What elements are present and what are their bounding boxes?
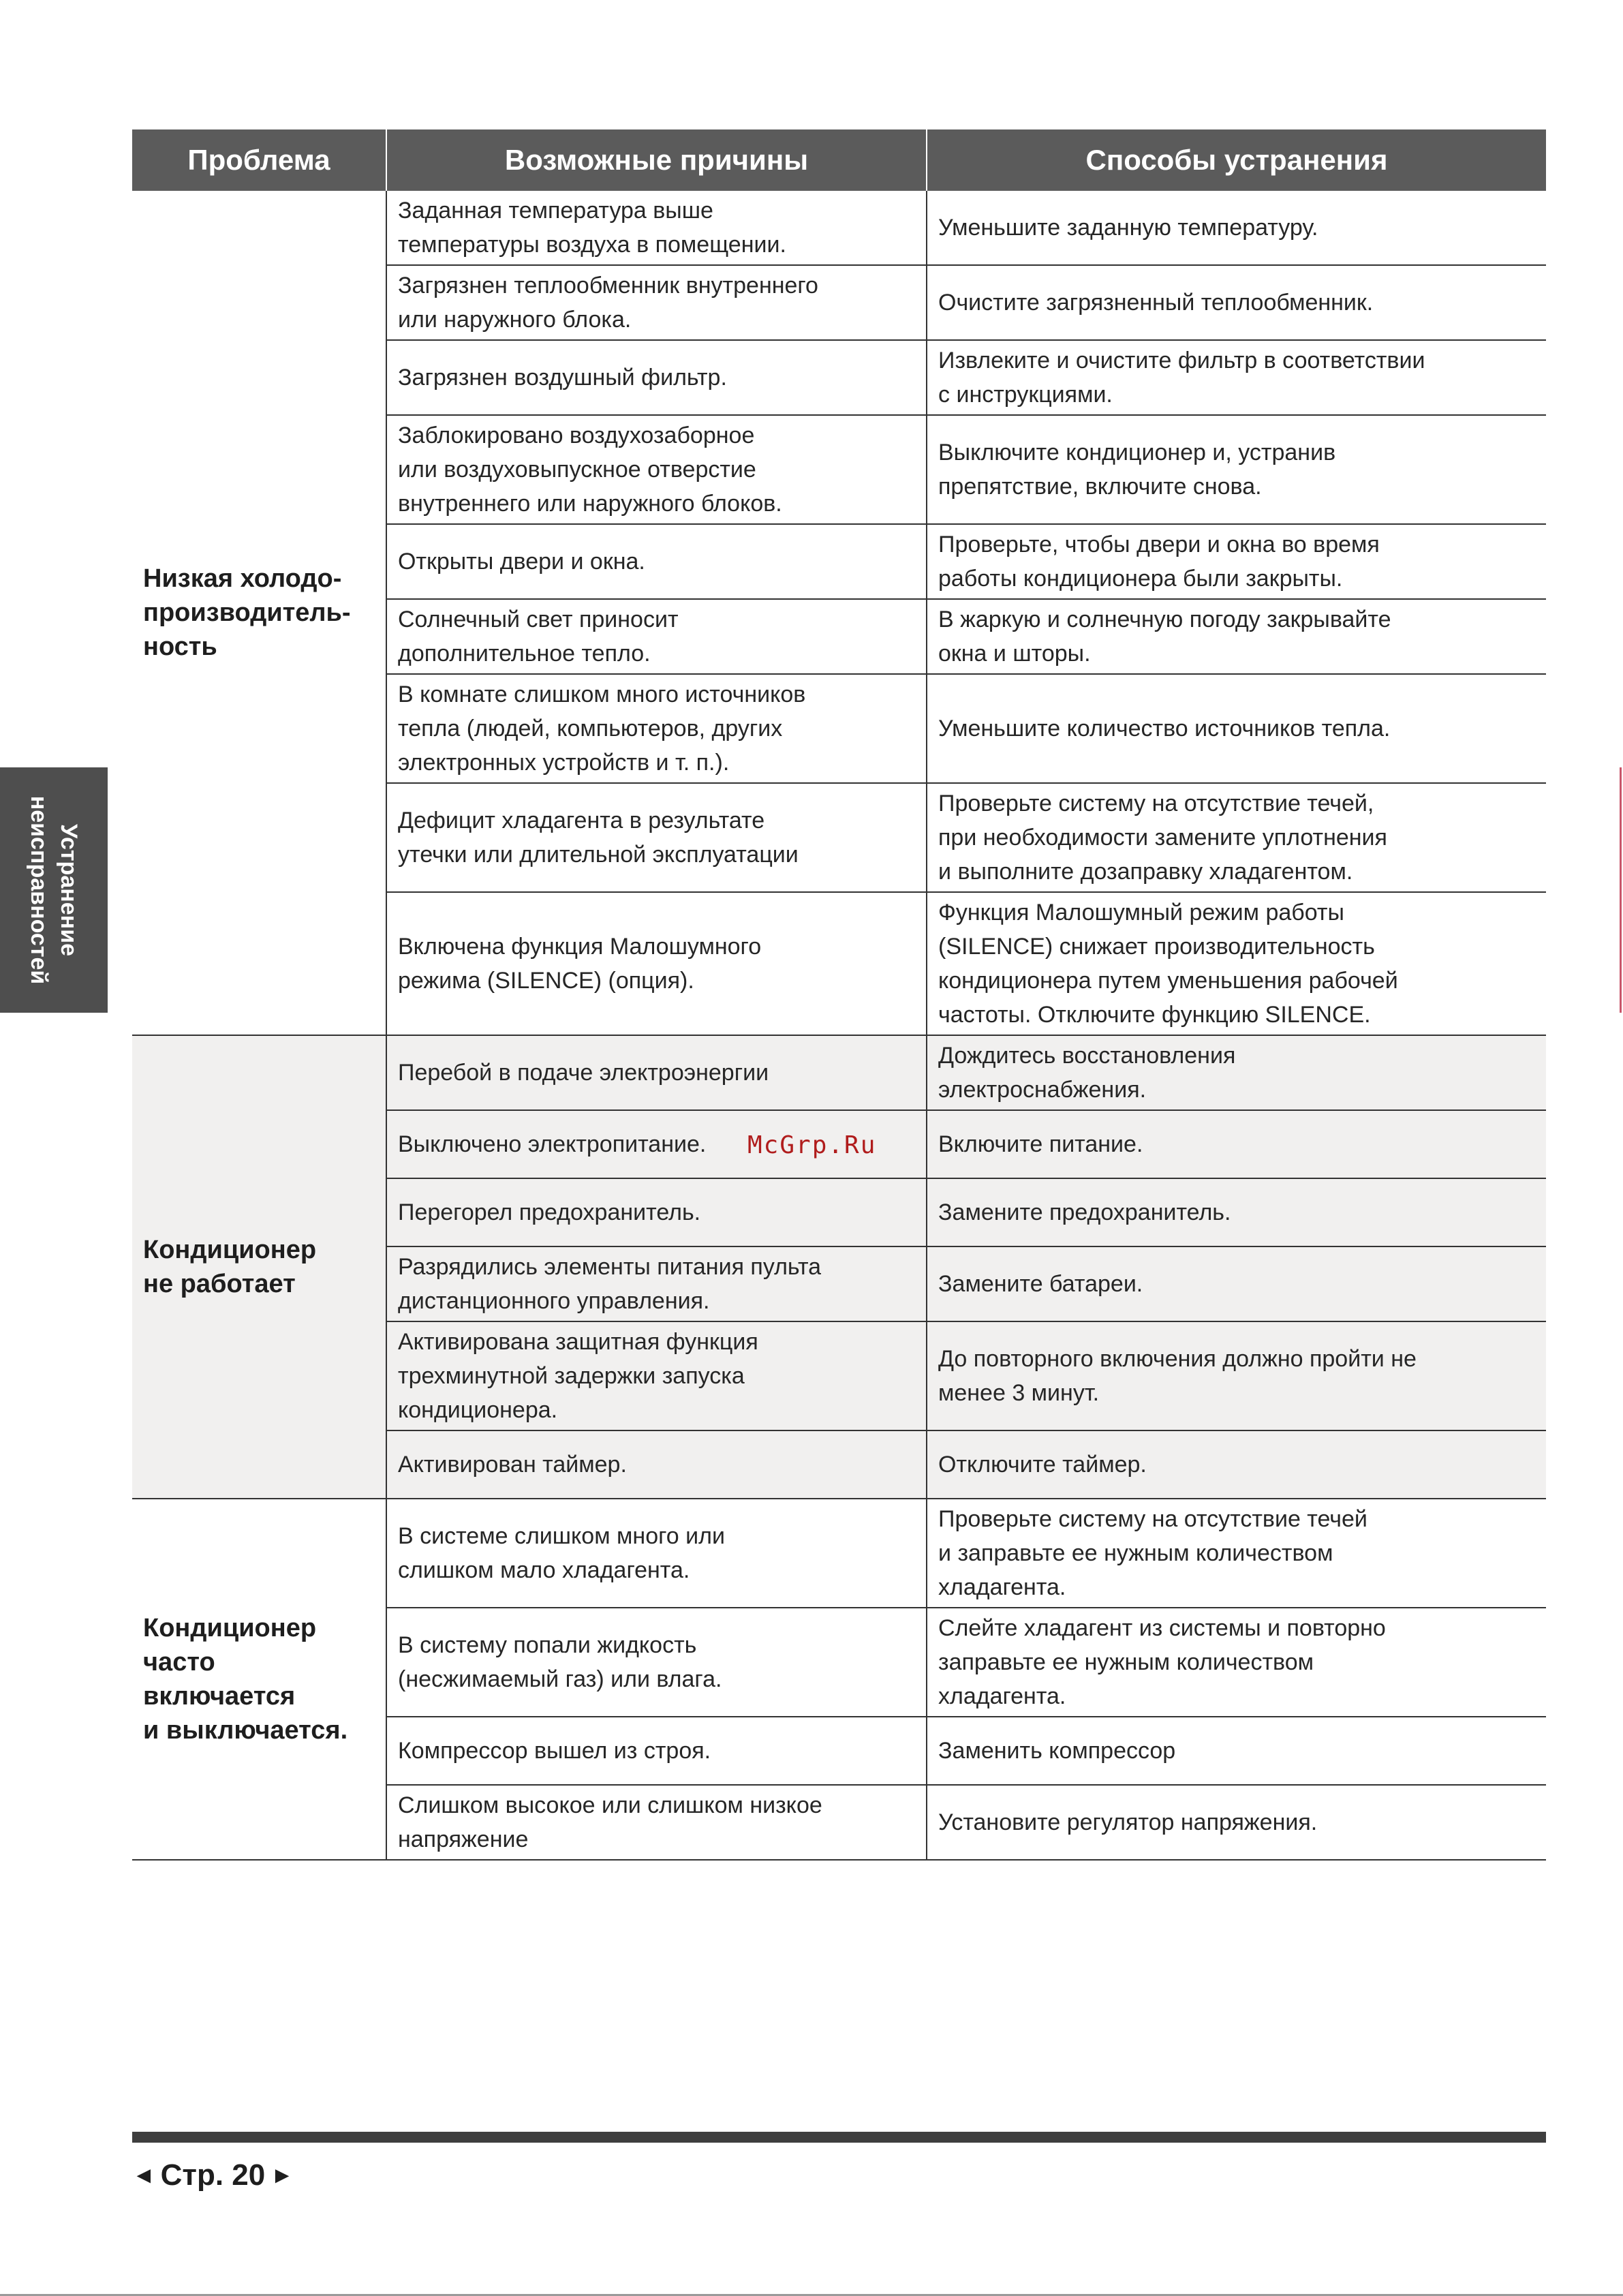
problem-cell: [132, 1499, 386, 1860]
cause-text-line: слишком мало хладагента.: [398, 1557, 690, 1583]
remedy-text-line: Проверьте, чтобы двери и окна во время: [938, 532, 1380, 557]
remedy-text-line: кондиционера путем уменьшения рабочей: [938, 968, 1398, 994]
remedy-text-line: Установите регулятор напряжения.: [938, 1809, 1318, 1835]
remedy-text-line: окна и шторы.: [938, 641, 1091, 667]
remedy-text-line: с инструкциями.: [938, 382, 1113, 408]
remedy-cell: [927, 1246, 1546, 1321]
troubleshooting-table: [132, 129, 1546, 1861]
remedy-text-line: Уменьшите количество источников тепла.: [938, 716, 1391, 741]
remedy-cell: [927, 674, 1546, 783]
remedy-cell: [927, 599, 1546, 674]
table-row: [132, 1499, 1546, 1608]
cause-text-line: дополнительное тепло.: [398, 641, 651, 667]
side-tab-line2: неисправностей: [26, 795, 52, 985]
cause-cell: [386, 1321, 927, 1430]
cause-text-line: Компрессор вышел из строя.: [398, 1738, 711, 1764]
remedy-cell: [927, 415, 1546, 524]
cause-text-line: Перегорел предохранитель.: [398, 1199, 701, 1225]
remedy-text-line: Проверьте систему на отсутствие течей,: [938, 791, 1374, 816]
remedy-text-line: Замените предохранитель.: [938, 1199, 1231, 1225]
cause-text-line: дистанционного управления.: [398, 1288, 710, 1314]
cause-text-line: напряжение: [398, 1826, 529, 1852]
header-causes: Возможные причины: [386, 129, 927, 191]
remedy-cell: [927, 1785, 1546, 1860]
table-row: [132, 191, 1546, 265]
remedy-text-line: Уменьшите заданную температуру.: [938, 215, 1318, 241]
problem-text-line: производитель-: [143, 598, 351, 627]
cause-text-line: утечки или длительной эксплуатации: [398, 842, 799, 868]
cause-text-line: Разрядились элементы питания пульта: [398, 1254, 822, 1280]
remedy-text-line: частоты. Отключите функцию SILENCE.: [938, 1002, 1371, 1028]
remedy-cell: [927, 783, 1546, 892]
watermark: McGrp.Ru: [747, 1131, 877, 1159]
cause-text-line: Активирован таймер.: [398, 1452, 627, 1478]
cause-cell: [386, 599, 927, 674]
cause-text-line: Солнечный свет приносит: [398, 607, 679, 632]
cause-text-line: Загрязнен теплообменник внутреннего: [398, 273, 818, 299]
cause-cell: [386, 674, 927, 783]
remedy-text-line: Замените батареи.: [938, 1271, 1143, 1297]
cause-text-line: Перебой в подаче электроэнергии: [398, 1060, 769, 1086]
remedy-cell: [927, 1499, 1546, 1608]
cause-cell: [386, 191, 927, 265]
problem-text-line: включается: [143, 1682, 296, 1711]
remedy-text-line: препятствие, включите снова.: [938, 474, 1262, 500]
cause-text-line: или наружного блока.: [398, 307, 632, 333]
remedy-text-line: электроснабжения.: [938, 1077, 1147, 1103]
cause-cell: [386, 1717, 927, 1785]
remedy-text-line: при необходимости замените уплотнения: [938, 825, 1387, 851]
remedy-cell: [927, 1430, 1546, 1499]
remedy-text-line: (SILENCE) снижает производительность: [938, 934, 1375, 960]
remedy-cell: [927, 1717, 1546, 1785]
cause-text-line: температуры воздуха в помещении.: [398, 232, 786, 258]
remedy-text-line: До повторного включения должно пройти не: [938, 1346, 1417, 1372]
prev-page-arrow-icon[interactable]: ◄: [132, 2162, 155, 2188]
page-navigation: [132, 2154, 294, 2197]
table-header-row: [132, 129, 1546, 191]
cause-cell: [386, 524, 927, 599]
remedy-text-line: Заменить компрессор: [938, 1738, 1176, 1764]
side-tab-label: [24, 796, 84, 985]
remedy-text-line: Слейте хладагент из системы и повторно: [938, 1615, 1386, 1641]
right-edge-marker: [1620, 767, 1622, 1013]
cause-text-line: кондиционера.: [398, 1397, 558, 1423]
cause-cell: [386, 1430, 927, 1499]
cause-text-line: В систему попали жидкость: [398, 1632, 697, 1658]
problem-text-line: Кондиционер: [143, 1236, 317, 1264]
remedy-cell: [927, 1178, 1546, 1246]
next-page-arrow-icon[interactable]: ►: [270, 2162, 294, 2188]
cause-text-line: (несжимаемый газ) или влага.: [398, 1666, 722, 1692]
cause-text-line: В системе слишком много или: [398, 1523, 725, 1549]
problem-text-line: ность: [143, 632, 217, 661]
cause-cell: [386, 265, 927, 340]
remedy-text-line: Проверьте систему на отсутствие течей: [938, 1506, 1367, 1532]
cause-text-line: Активирована защитная функция: [398, 1329, 758, 1355]
cause-text-line: Загрязнен воздушный фильтр.: [398, 365, 727, 391]
remedy-text-line: хладагента.: [938, 1683, 1066, 1709]
problem-text-line: не работает: [143, 1270, 296, 1298]
header-problem: Проблема: [132, 129, 386, 191]
remedy-text-line: заправьте ее нужным количеством: [938, 1649, 1314, 1675]
problem-cell: [132, 1035, 386, 1499]
cause-text-line: Открыты двери и окна.: [398, 549, 645, 575]
remedy-cell: [927, 892, 1546, 1035]
cause-text-line: тепла (людей, компьютеров, других: [398, 716, 783, 741]
remedy-text-line: Отключите таймер.: [938, 1452, 1147, 1478]
cause-text-line: Заблокировано воздухозаборное: [398, 423, 755, 448]
cause-cell: [386, 415, 927, 524]
problem-text-line: Низкая холодо-: [143, 564, 342, 593]
cause-text-line: Включена функция Малошумного: [398, 934, 762, 960]
remedy-text-line: Включите питание.: [938, 1131, 1143, 1157]
problem-text-line: часто: [143, 1648, 215, 1677]
cause-text-line: Дефицит хладагента в результате: [398, 808, 765, 833]
cause-text-line: режима (SILENCE) (опция).: [398, 968, 694, 994]
remedy-text-line: хладагента.: [938, 1574, 1066, 1600]
remedy-cell: [927, 340, 1546, 415]
problem-cell: [132, 191, 386, 1035]
cause-cell: [386, 892, 927, 1035]
section-side-tab: [0, 767, 108, 1013]
remedy-text-line: и выполните дозаправку хладагентом.: [938, 859, 1353, 885]
remedy-text-line: работы кондиционера были закрыты.: [938, 566, 1343, 592]
remedy-cell: [927, 265, 1546, 340]
cause-cell: [386, 1035, 927, 1110]
table-row: [132, 1035, 1546, 1110]
remedy-cell: [927, 1321, 1546, 1430]
remedy-text-line: Выключите кондиционер и, устранив: [938, 440, 1336, 465]
cause-text-line: В комнате слишком много источников: [398, 682, 806, 707]
remedy-cell: [927, 191, 1546, 265]
cause-cell: [386, 783, 927, 892]
remedy-text-line: Функция Малошумный режим работы: [938, 900, 1344, 925]
cause-text-line: трехминутной задержки запуска: [398, 1363, 745, 1389]
header-remedies: Способы устранения: [927, 129, 1546, 191]
page-number: Стр. 20: [160, 2158, 266, 2192]
remedy-text-line: Извлеките и очистите фильтр в соответствии: [938, 348, 1425, 373]
cause-text-line: Заданная температура выше: [398, 198, 713, 224]
footer-bar: [132, 2132, 1546, 2143]
remedy-text-line: В жаркую и солнечную погоду закрывайте: [938, 607, 1391, 632]
problem-text-line: и выключается.: [143, 1716, 348, 1745]
remedy-text-line: Дождитесь восстановления: [938, 1043, 1236, 1069]
table-body: [132, 191, 1546, 1860]
remedy-text-line: и заправьте ее нужным количеством: [938, 1540, 1333, 1566]
cause-cell: [386, 1499, 927, 1608]
problem-text-line: Кондиционер: [143, 1614, 317, 1642]
cause-cell: [386, 1608, 927, 1717]
remedy-cell: [927, 1035, 1546, 1110]
cause-text-line: Слишком высокое или слишком низкое: [398, 1792, 822, 1818]
cause-text-line: электронных устройств и т. п.).: [398, 750, 730, 776]
cause-text-line: или воздуховыпускное отверстие: [398, 457, 756, 483]
remedy-text-line: менее 3 минут.: [938, 1380, 1100, 1406]
side-tab-line1: Устранение: [56, 823, 82, 957]
cause-cell: [386, 1246, 927, 1321]
remedy-cell: [927, 1110, 1546, 1178]
cause-cell: [386, 1785, 927, 1860]
remedy-text-line: Очистите загрязненный теплообменник.: [938, 290, 1374, 316]
cause-cell: [386, 340, 927, 415]
remedy-cell: [927, 1608, 1546, 1717]
cause-text-line: внутреннего или наружного блоков.: [398, 491, 782, 517]
cause-cell: [386, 1178, 927, 1246]
cause-text-line: Выключено электропитание.: [398, 1131, 707, 1157]
remedy-cell: [927, 524, 1546, 599]
